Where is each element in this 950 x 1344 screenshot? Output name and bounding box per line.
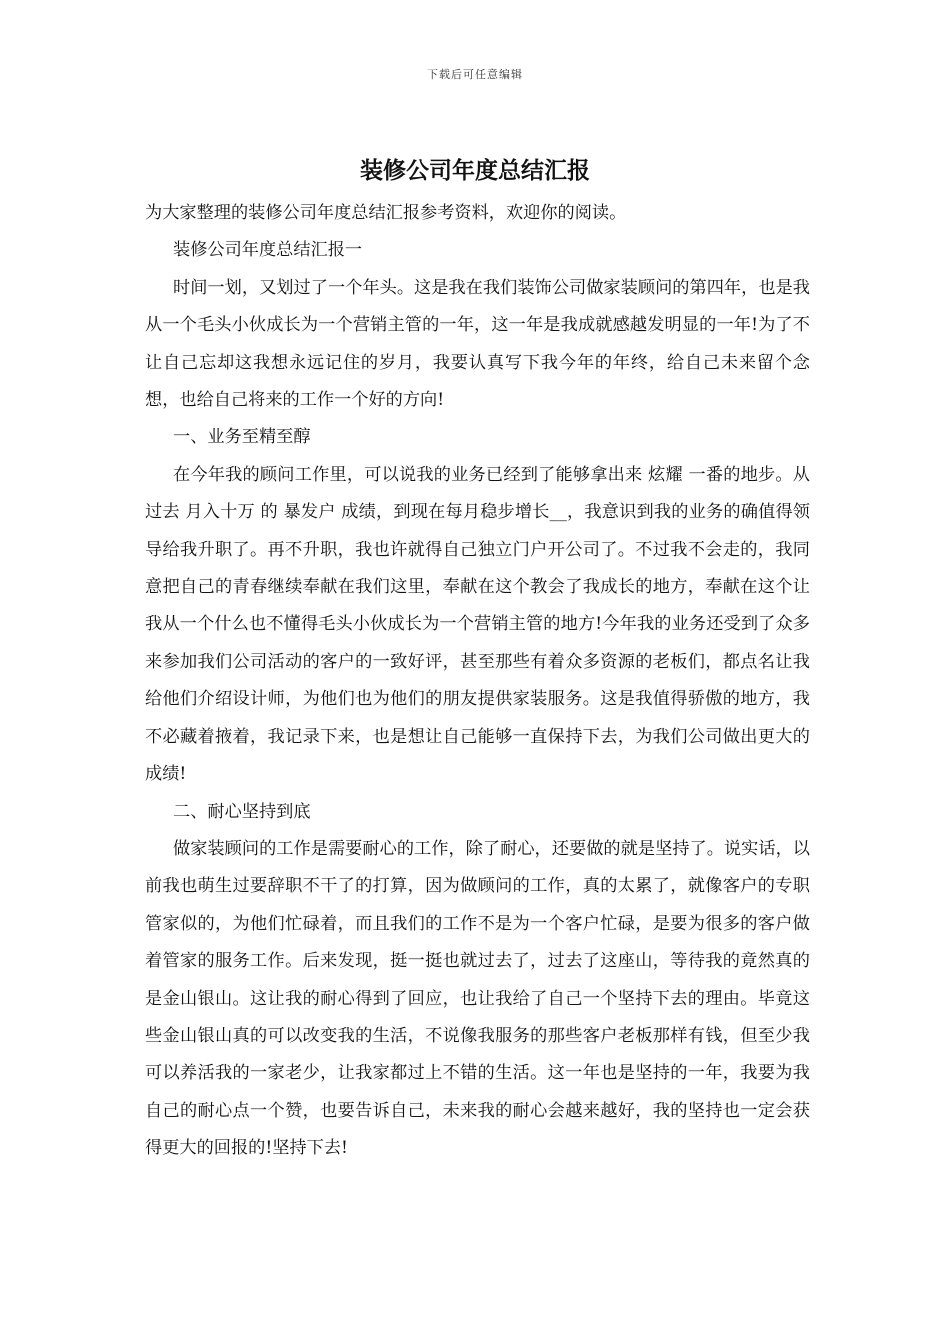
body-paragraph: 做家装顾问的工作是需要耐心的工作，除了耐心，还要做的就是坚持了。说实话，以前我也萌生过要辞职不干了的打算，因为做顾问的工作，真的太累了，就像客户的专职管家似的，为他们忙碌着，而且我们的工作不是为一个客户忙碌，是要为很多的客户做着管家的服务工作。后来发现，挺一挺也就过去了，过去了这座山，等待我的竟然真的是金山银山。这让我的耐心得到了回应，也让我给了自己一个坚持下去的理由。毕竟这些金山银山真的可以改变我的生活，不说像我服务的那些客户老板那样有钱，但至少我可以养活我的一家老少，让我家都过上不错的生活。这一年也是坚持的一年，我要为我自己的耐心点一个赞，也要告诉自己，未来我的耐心会越来越好，我的坚持也一定会获得更大的回报的!坚持下去! [145, 838, 810, 1159]
header-note: 下载后可任意编辑 [427, 68, 523, 81]
body-paragraph: 时间一划，又划过了一个年头。这是我在我们装饰公司做家装顾问的第四年，也是我从一个毛头小伙成长为一个营销主管的一年，这一年是我成就感越发明显的一年!为了不让自己忘却这我想永远记住的岁月，我要认真写下我今年的年终，给自己未来留个念想，也给自己将来的工作一个好的方向! [145, 277, 810, 411]
intro-paragraph: 为大家整理的装修公司年度总结汇报参考资料，欢迎你的阅读。 [145, 203, 627, 223]
section-heading: 装修公司年度总结汇报一 [173, 240, 363, 261]
document-title: 装修公司年度总结汇报 [360, 157, 590, 184]
subsection-heading: 二、耐心坚持到底 [173, 801, 311, 822]
document-body [145, 195, 810, 1168]
body-paragraph: 在今年我的顾问工作里，可以说我的业务已经到了能够拿出来 炫耀 一番的地步。从过去 月入十万 的 暴发户 成绩，到现在每月稳步增长__，我意识到我的业务的确值得领导给我升职了。再不升职，我也许就得自己独立门户开公司了。不过我不会走的，我同意把自己的青春继续奉献在我们这里，奉献在这个教会了我成长的地方，奉献在这个让我从一个什么也不懂得毛头小伙成长为一个营销主管的地方!今年我的业务还受到了众多来参加我们公司活动的客户的一致好评，甚至那些有着众多资源的老板们，都点名让我给他们介绍设计师，为他们也为他们的朋友提供家装服务。这是我值得骄傲的地方，我不必藏着掖着，我记录下来，也是想让自己能够一直保持下去，为我们公司做出更大的成绩! [145, 464, 810, 785]
subsection-heading: 一、业务至精至醇 [173, 427, 311, 448]
